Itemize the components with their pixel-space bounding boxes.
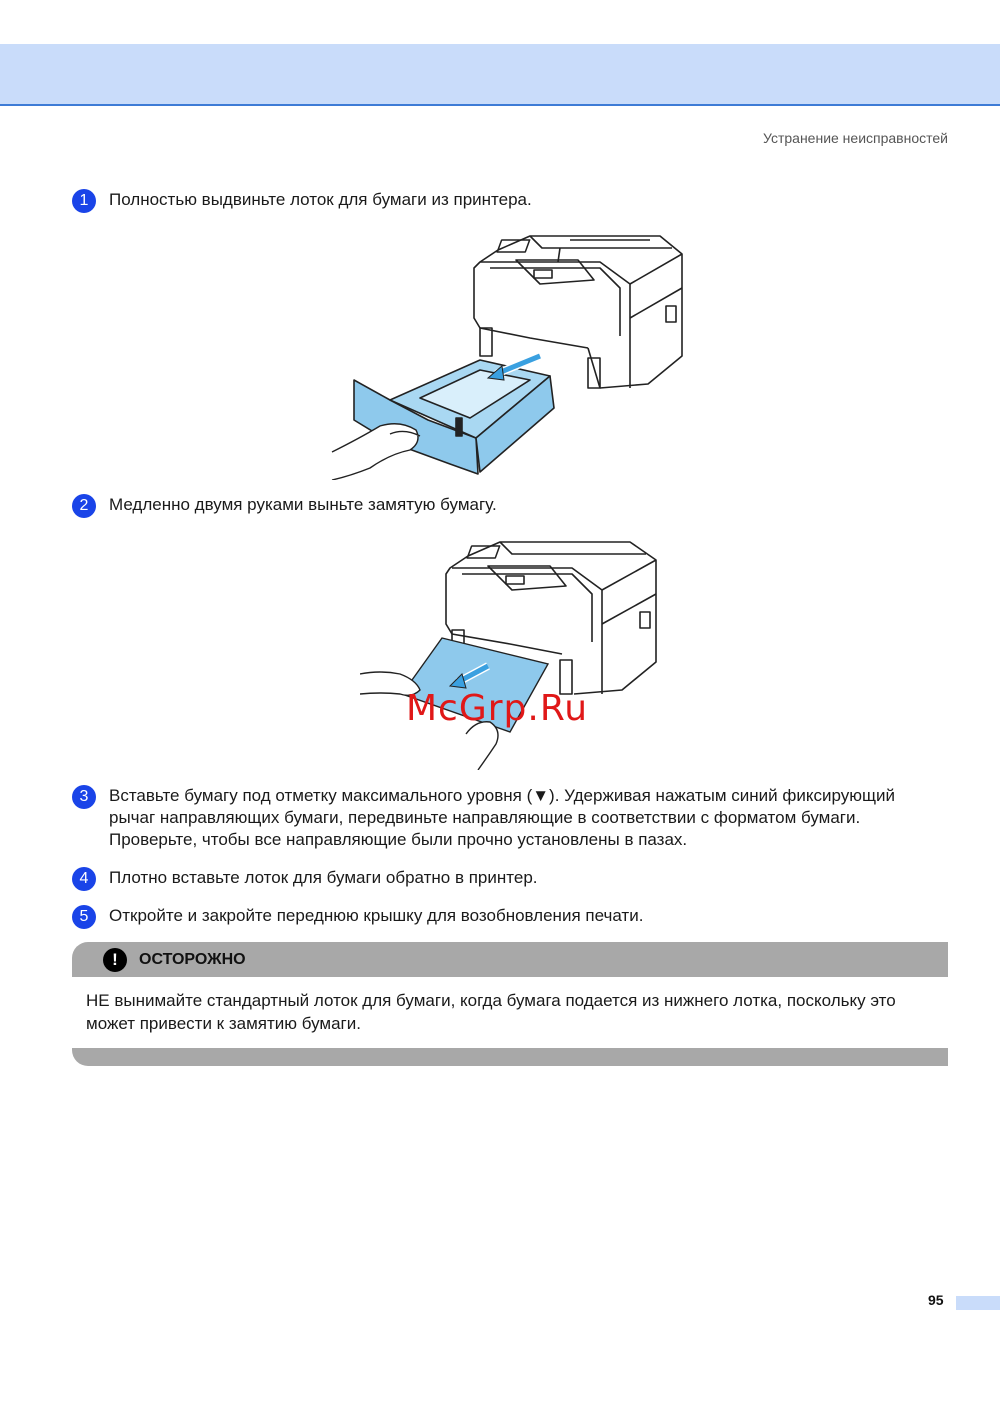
page-number: 95 (928, 1292, 944, 1308)
header-band (0, 44, 1000, 106)
step-text: Откройте и закройте переднюю крышку для возобновления печати. (109, 906, 644, 925)
step-number-badge: 1 (72, 189, 96, 213)
step-2 (72, 494, 929, 518)
caution-title: ОСТОРОЖНО (139, 950, 246, 968)
step-number-badge: 3 (72, 785, 96, 809)
step-text: Плотно вставьте лоток для бумаги обратно в принтер. (109, 868, 538, 887)
step-text: Медленно двумя руками выньте замятую бумагу. (109, 495, 497, 514)
step-5 (72, 905, 929, 929)
step-3 (72, 785, 929, 851)
watermark: McGrp.Ru (406, 688, 589, 729)
page-tab (956, 1296, 1000, 1310)
step-number-badge: 4 (72, 867, 96, 891)
step-text: Полностью выдвиньте лоток для бумаги из принтера. (109, 190, 532, 209)
warning-icon: ! (103, 948, 127, 972)
step-number-badge: 2 (72, 494, 96, 518)
step-1 (72, 189, 929, 213)
jammed-paper-removal-illustration (360, 534, 660, 770)
section-title: Устранение неисправностей (763, 130, 948, 146)
caution-header (72, 942, 948, 977)
printer-tray-pull-illustration (330, 228, 690, 480)
step-4 (72, 867, 929, 891)
step-number-badge: 5 (72, 905, 96, 929)
caution-text: НЕ вынимайте стандартный лоток для бумаги, когда бумага подается из нижнего лотка, поскольку это может привести к замятию бумаги. (86, 991, 896, 1033)
caution-footer-bar (72, 1048, 948, 1066)
step-text: Вставьте бумагу под отметку максимального уровня (▼). Удерживая нажатым синий фиксирующий рычаг направляющих бумаги, передвиньте направляющие в соответствии с форматом бумаги. Проверьте, чтобы все направляющие были прочно установлены в пазах. (109, 786, 895, 849)
